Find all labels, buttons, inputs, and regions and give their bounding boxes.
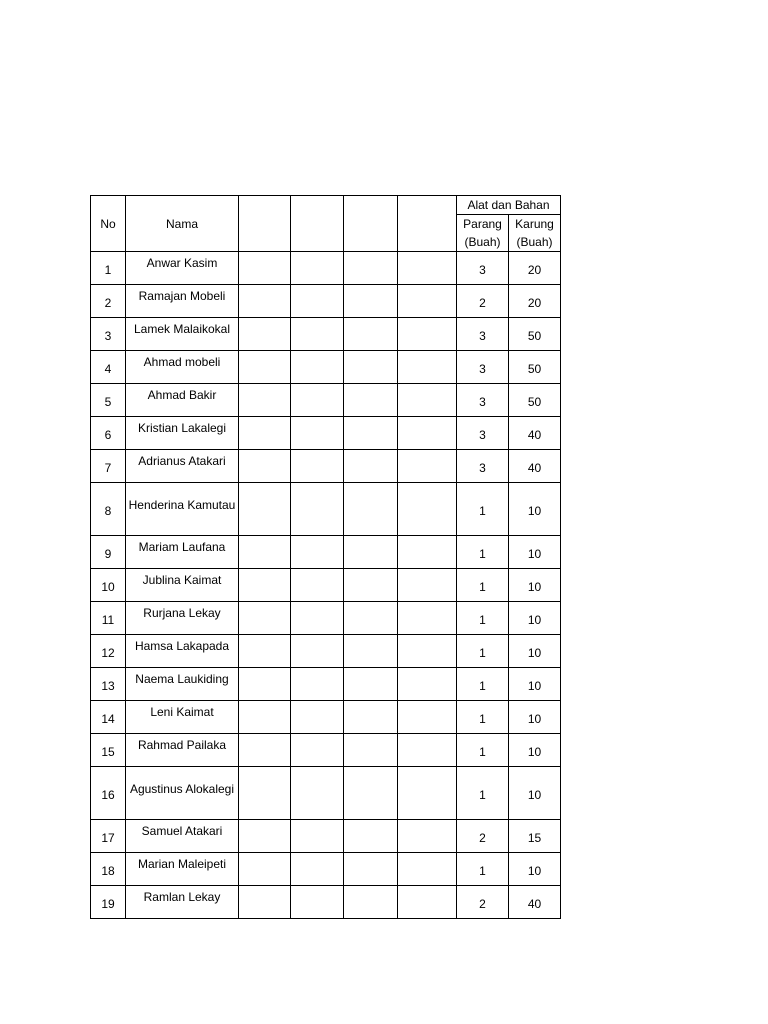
cell-nama xyxy=(126,252,239,285)
cell-no xyxy=(91,483,126,536)
cell-blank xyxy=(344,450,398,483)
cell-parang-text: 2 xyxy=(479,897,486,911)
cell-nama xyxy=(126,602,239,635)
cell-karung-text: 40 xyxy=(527,428,542,442)
cell-parang-text: 2 xyxy=(479,831,486,845)
cell-karung xyxy=(509,734,561,767)
cell-parang xyxy=(457,734,509,767)
table-row xyxy=(91,536,561,569)
cell-parang xyxy=(457,483,509,536)
cell-parang xyxy=(457,318,509,351)
cell-no-text: 10 xyxy=(101,580,115,594)
table-row xyxy=(91,886,561,919)
table-row xyxy=(91,569,561,602)
cell-blank xyxy=(291,384,344,417)
cell-parang-text: 3 xyxy=(479,428,486,442)
cell-nama xyxy=(126,483,239,536)
cell-nama-text: Ahmad mobeli xyxy=(143,355,221,369)
cell-blank xyxy=(398,318,457,351)
cell-blank xyxy=(344,635,398,668)
cell-no-text: 7 xyxy=(104,461,112,475)
cell-blank xyxy=(239,285,291,318)
cell-blank xyxy=(239,820,291,853)
cell-parang xyxy=(457,417,509,450)
cell-blank xyxy=(291,318,344,351)
cell-nama xyxy=(126,318,239,351)
header-nama: Nama xyxy=(126,196,239,252)
cell-parang-text: 1 xyxy=(479,504,486,518)
cell-blank xyxy=(344,351,398,384)
cell-nama-text: Naema Laukiding xyxy=(135,672,229,686)
cell-blank xyxy=(239,734,291,767)
cell-no xyxy=(91,285,126,318)
cell-karung-text: 10 xyxy=(527,745,542,759)
cell-nama xyxy=(126,734,239,767)
cell-nama-text: Marian Maleipeti xyxy=(137,857,227,871)
cell-karung xyxy=(509,536,561,569)
cell-blank xyxy=(398,635,457,668)
cell-karung-text: 10 xyxy=(527,679,542,693)
cell-parang xyxy=(457,602,509,635)
cell-parang-text: 1 xyxy=(479,745,486,759)
cell-karung-text: 20 xyxy=(527,296,542,310)
cell-nama xyxy=(126,701,239,734)
cell-blank xyxy=(344,734,398,767)
cell-blank xyxy=(239,351,291,384)
cell-karung xyxy=(509,252,561,285)
cell-no xyxy=(91,886,126,919)
cell-blank xyxy=(291,886,344,919)
cell-karung-text: 50 xyxy=(527,329,542,343)
cell-nama-text: Anwar Kasim xyxy=(146,256,218,270)
cell-blank xyxy=(291,668,344,701)
cell-nama-text: Ramajan Mobeli xyxy=(138,289,226,303)
cell-nama xyxy=(126,853,239,886)
cell-karung xyxy=(509,483,561,536)
table-body xyxy=(91,252,561,919)
cell-blank xyxy=(398,734,457,767)
cell-blank xyxy=(291,734,344,767)
cell-parang xyxy=(457,668,509,701)
cell-nama xyxy=(126,886,239,919)
cell-karung-text: 10 xyxy=(527,712,542,726)
header-blank xyxy=(344,196,398,252)
cell-no-text: 4 xyxy=(104,362,112,376)
cell-karung xyxy=(509,351,561,384)
cell-parang-text: 1 xyxy=(479,679,486,693)
cell-parang-text: 3 xyxy=(479,329,486,343)
cell-karung xyxy=(509,285,561,318)
cell-parang-text: 1 xyxy=(479,788,486,802)
table-row xyxy=(91,318,561,351)
cell-nama-text: Kristian Lakalegi xyxy=(137,421,227,435)
cell-blank xyxy=(344,767,398,820)
cell-blank xyxy=(344,701,398,734)
cell-no-text: 12 xyxy=(101,646,115,660)
cell-no-text: 17 xyxy=(101,831,115,845)
cell-no-text: 3 xyxy=(104,329,112,343)
cell-blank xyxy=(239,767,291,820)
cell-blank xyxy=(291,252,344,285)
cell-nama-text: Mariam Laufana xyxy=(138,540,226,554)
cell-parang xyxy=(457,886,509,919)
cell-no-text: 11 xyxy=(101,613,115,627)
cell-blank xyxy=(344,318,398,351)
cell-no-text: 18 xyxy=(101,864,115,878)
cell-parang-text: 1 xyxy=(479,547,486,561)
equipment-table xyxy=(90,195,561,919)
cell-blank xyxy=(291,635,344,668)
cell-karung xyxy=(509,569,561,602)
cell-parang xyxy=(457,536,509,569)
cell-blank xyxy=(239,536,291,569)
cell-karung xyxy=(509,602,561,635)
cell-blank xyxy=(291,767,344,820)
cell-blank xyxy=(398,820,457,853)
cell-parang xyxy=(457,384,509,417)
cell-nama xyxy=(126,569,239,602)
cell-nama-text: Adrianus Atakari xyxy=(138,454,226,468)
header-blank xyxy=(291,196,344,252)
cell-parang xyxy=(457,820,509,853)
cell-karung xyxy=(509,417,561,450)
cell-blank xyxy=(239,668,291,701)
cell-blank xyxy=(344,252,398,285)
cell-nama-text: Henderina Kamutau xyxy=(128,498,236,512)
cell-karung xyxy=(509,384,561,417)
cell-no xyxy=(91,853,126,886)
cell-nama-text: Lamek Malaikokal xyxy=(133,322,231,336)
table-row xyxy=(91,701,561,734)
cell-karung-text: 10 xyxy=(527,613,542,627)
table-row xyxy=(91,417,561,450)
cell-karung xyxy=(509,450,561,483)
cell-no-text: 5 xyxy=(104,395,112,409)
cell-blank xyxy=(398,450,457,483)
cell-nama-text: Agustinus Alokalegi xyxy=(129,782,235,796)
cell-no-text: 15 xyxy=(101,745,115,759)
cell-no-text: 19 xyxy=(101,897,115,911)
cell-blank xyxy=(344,285,398,318)
cell-nama-text: Leni Kaimat xyxy=(150,705,214,719)
cell-blank xyxy=(291,483,344,536)
cell-no-text: 14 xyxy=(101,712,115,726)
header-parang: Parang (Buah) xyxy=(457,215,509,252)
cell-parang-text: 3 xyxy=(479,395,486,409)
cell-karung-text: 10 xyxy=(527,788,542,802)
table-row xyxy=(91,252,561,285)
table-row xyxy=(91,285,561,318)
cell-blank xyxy=(239,886,291,919)
cell-no xyxy=(91,701,126,734)
cell-no xyxy=(91,384,126,417)
header-no: No xyxy=(91,196,126,252)
cell-nama-text: Jublina Kaimat xyxy=(142,573,222,587)
cell-blank xyxy=(291,351,344,384)
cell-blank xyxy=(398,701,457,734)
cell-blank xyxy=(398,602,457,635)
cell-parang-text: 1 xyxy=(479,613,486,627)
cell-karung-text: 15 xyxy=(527,831,542,845)
cell-nama xyxy=(126,384,239,417)
cell-karung xyxy=(509,820,561,853)
cell-karung-text: 20 xyxy=(527,263,542,277)
cell-karung-text: 40 xyxy=(527,897,542,911)
cell-blank xyxy=(291,450,344,483)
cell-blank xyxy=(344,886,398,919)
cell-blank xyxy=(239,450,291,483)
table-row xyxy=(91,820,561,853)
cell-blank xyxy=(344,602,398,635)
cell-nama xyxy=(126,536,239,569)
cell-blank xyxy=(398,351,457,384)
cell-blank xyxy=(398,668,457,701)
cell-karung xyxy=(509,668,561,701)
cell-karung xyxy=(509,318,561,351)
cell-no xyxy=(91,351,126,384)
cell-parang-text: 3 xyxy=(479,362,486,376)
cell-blank xyxy=(239,384,291,417)
cell-blank xyxy=(239,569,291,602)
cell-karung-text: 10 xyxy=(527,864,542,878)
cell-blank xyxy=(344,483,398,536)
cell-no xyxy=(91,820,126,853)
cell-nama xyxy=(126,417,239,450)
cell-blank xyxy=(291,853,344,886)
cell-karung-text: 40 xyxy=(527,461,542,475)
table-row xyxy=(91,351,561,384)
cell-blank xyxy=(398,285,457,318)
cell-parang xyxy=(457,853,509,886)
cell-parang-text: 1 xyxy=(479,646,486,660)
cell-karung xyxy=(509,635,561,668)
table-row xyxy=(91,384,561,417)
cell-nama-text: Rahmad Pailaka xyxy=(137,738,227,752)
table-row xyxy=(91,483,561,536)
cell-karung-text: 10 xyxy=(527,580,542,594)
cell-parang xyxy=(457,767,509,820)
table-row xyxy=(91,602,561,635)
cell-no xyxy=(91,734,126,767)
cell-blank xyxy=(291,820,344,853)
cell-nama xyxy=(126,450,239,483)
header-blank xyxy=(398,196,457,252)
cell-blank xyxy=(344,668,398,701)
cell-blank xyxy=(239,417,291,450)
cell-karung-text: 50 xyxy=(527,395,542,409)
cell-blank xyxy=(398,252,457,285)
cell-blank xyxy=(398,853,457,886)
cell-no xyxy=(91,602,126,635)
cell-blank xyxy=(344,536,398,569)
cell-parang-text: 1 xyxy=(479,864,486,878)
cell-nama-text: Ahmad Bakir xyxy=(147,388,217,402)
cell-nama-text: Rurjana Lekay xyxy=(143,606,221,620)
cell-parang xyxy=(457,351,509,384)
cell-nama xyxy=(126,351,239,384)
cell-no-text: 13 xyxy=(101,679,115,693)
cell-no xyxy=(91,417,126,450)
cell-nama xyxy=(126,668,239,701)
cell-nama xyxy=(126,767,239,820)
cell-blank xyxy=(344,853,398,886)
cell-parang xyxy=(457,701,509,734)
table-row xyxy=(91,853,561,886)
cell-blank xyxy=(239,853,291,886)
cell-blank xyxy=(239,483,291,536)
cell-parang xyxy=(457,635,509,668)
cell-no xyxy=(91,635,126,668)
cell-no-text: 6 xyxy=(104,428,112,442)
cell-no xyxy=(91,767,126,820)
cell-no-text: 9 xyxy=(104,547,112,561)
cell-blank xyxy=(239,318,291,351)
cell-parang-text: 2 xyxy=(479,296,486,310)
cell-blank xyxy=(291,701,344,734)
header-alat-dan-bahan: Alat dan Bahan xyxy=(457,196,561,215)
header-karung: Karung (Buah) xyxy=(509,215,561,252)
cell-blank xyxy=(344,384,398,417)
cell-blank xyxy=(291,417,344,450)
cell-nama xyxy=(126,635,239,668)
table-row xyxy=(91,668,561,701)
cell-parang-text: 3 xyxy=(479,263,486,277)
table-row xyxy=(91,734,561,767)
cell-blank xyxy=(239,252,291,285)
cell-parang-text: 1 xyxy=(479,712,486,726)
cell-nama xyxy=(126,285,239,318)
cell-blank xyxy=(239,602,291,635)
cell-no xyxy=(91,536,126,569)
cell-parang xyxy=(457,285,509,318)
cell-blank xyxy=(291,602,344,635)
cell-no-text: 2 xyxy=(104,296,112,310)
cell-no-text: 1 xyxy=(104,263,112,277)
cell-blank xyxy=(398,384,457,417)
cell-no xyxy=(91,569,126,602)
cell-blank xyxy=(344,820,398,853)
cell-nama xyxy=(126,820,239,853)
cell-karung-text: 10 xyxy=(527,547,542,561)
cell-no-text: 16 xyxy=(101,788,115,802)
header-blank xyxy=(239,196,291,252)
cell-karung-text: 10 xyxy=(527,504,542,518)
cell-blank xyxy=(239,701,291,734)
cell-blank xyxy=(291,285,344,318)
cell-blank xyxy=(398,569,457,602)
cell-karung xyxy=(509,853,561,886)
cell-no-text: 8 xyxy=(104,504,112,518)
table-row xyxy=(91,450,561,483)
cell-nama-text: Samuel Atakari xyxy=(141,824,223,838)
cell-karung-text: 10 xyxy=(527,646,542,660)
cell-parang xyxy=(457,569,509,602)
cell-no xyxy=(91,668,126,701)
cell-no xyxy=(91,450,126,483)
cell-no xyxy=(91,318,126,351)
cell-karung xyxy=(509,886,561,919)
cell-blank xyxy=(398,536,457,569)
cell-karung-text: 50 xyxy=(527,362,542,376)
cell-blank xyxy=(239,635,291,668)
table-row xyxy=(91,767,561,820)
cell-parang-text: 3 xyxy=(479,461,486,475)
cell-blank xyxy=(344,569,398,602)
cell-blank xyxy=(344,417,398,450)
cell-blank xyxy=(398,417,457,450)
cell-nama-text: Hamsa Lakapada xyxy=(134,639,230,653)
cell-nama-text: Ramlan Lekay xyxy=(143,890,221,904)
cell-parang xyxy=(457,450,509,483)
cell-parang-text: 1 xyxy=(479,580,486,594)
cell-blank xyxy=(398,767,457,820)
cell-no xyxy=(91,252,126,285)
cell-blank xyxy=(398,483,457,536)
cell-karung xyxy=(509,767,561,820)
table-row xyxy=(91,635,561,668)
cell-parang xyxy=(457,252,509,285)
cell-blank xyxy=(291,536,344,569)
cell-blank xyxy=(291,569,344,602)
cell-blank xyxy=(398,886,457,919)
cell-karung xyxy=(509,701,561,734)
